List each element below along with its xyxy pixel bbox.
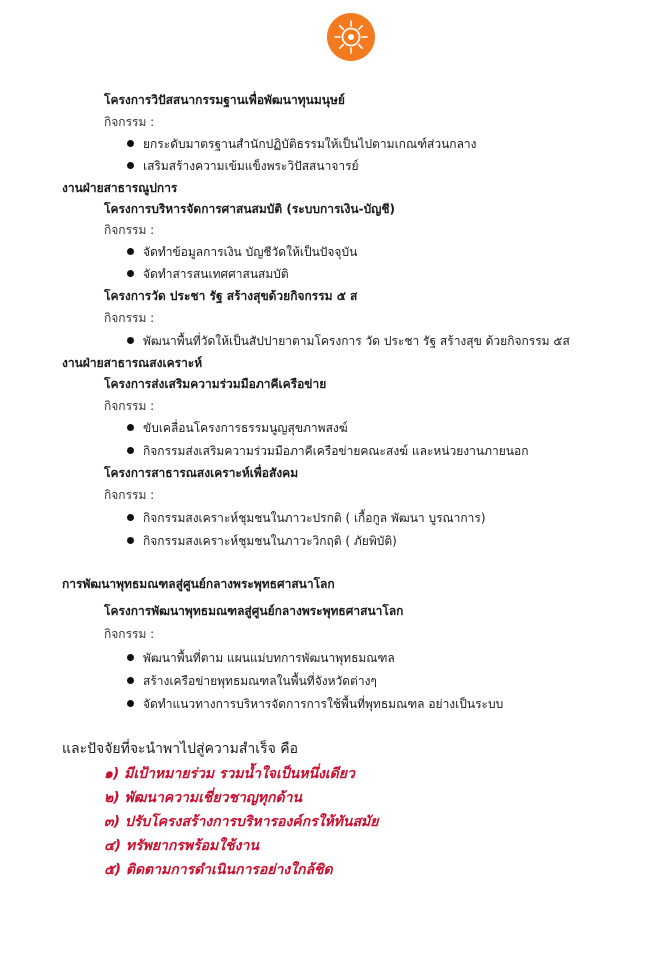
bullet-icon — [127, 270, 134, 277]
activity-label: กิจกรรม : — [104, 399, 155, 413]
project-title: โครงการวิปัสสนากรรมฐานเพื่อพัฒนาทุนมนุษย์ — [104, 93, 345, 107]
bullet-icon — [127, 447, 134, 454]
project-title: โครงการวัด ประชา รัฐ สร้างสุขด้วยกิจกรรม ๕ ส — [104, 289, 358, 303]
activity-label: กิจกรรม : — [104, 223, 155, 237]
project-title: โครงการส่งเสริมความร่วมมือภาคีเครือข่าย — [104, 377, 327, 391]
success-factor: ๕) ติดตามการดำเนินการอย่างใกล้ชิด — [104, 862, 333, 878]
project-title: โครงการบริหารจัดการศาสนสมบัติ (ระบบการเงิน-บัญชี) — [104, 202, 396, 216]
list-item: ยกระดับมาตรฐานสำนักปฏิบัติธรรมให้เป็นไปตามเกณฑ์ส่วนกลาง — [143, 136, 477, 152]
success-factor: ๑) มีเป้าหมายร่วม รวมน้ำใจเป็นหนึ่งเดียว — [104, 766, 355, 782]
success-factor: ๓) ปรับโครงสร้างการบริหารองค์กรให้ทันสมัย — [104, 814, 379, 830]
bullet-icon — [127, 140, 134, 147]
bullet-icon — [127, 424, 134, 431]
bullet-icon — [127, 162, 134, 169]
bullet-icon — [127, 537, 134, 544]
project-title: โครงการพัฒนาพุทธมณฑลสู่ศูนย์กลางพระพุทธศาสนาโลก — [104, 604, 404, 618]
section-title: งานฝ่ายสาธารณูปการ — [62, 181, 178, 195]
bullet-icon — [127, 248, 134, 255]
list-item: เสริมสร้างความเข้มแข็งพระวิปัสสนาจารย์ — [143, 158, 359, 174]
success-factor: ๔) ทรัพยากรพร้อมใช้งาน — [104, 838, 259, 854]
list-item: กิจกรรมส่งเสริมความร่วมมือภาคีเครือข่ายคณะสงฆ์ และหน่วยงานภายนอก — [143, 443, 528, 459]
list-item: พัฒนาพื้นที่ตาม แผนแม่บทการพัฒนาพุทธมณฑล — [143, 650, 395, 666]
list-item: กิจกรรมสงเคราะห์ชุมชนในภาวะวิกฤติ ( ภัยพิบัติ) — [143, 533, 397, 549]
bullet-icon — [127, 337, 134, 344]
list-item: ขับเคลื่อนโครงการธรรมนูญสุขภาพสงฆ์ — [143, 420, 348, 436]
list-item: จัดทำสารสนเทศศาสนสมบัติ — [143, 266, 289, 282]
list-item: สร้างเครือข่ายพุทธมณฑลในพื้นที่จังหวัดต่างๆ — [143, 673, 377, 689]
list-item: จัดทำแนวทางการบริหารจัดการการใช้พื้นที่พุทธมณฑล อย่างเป็นระบบ — [143, 696, 503, 712]
bullet-icon — [127, 514, 134, 521]
bullet-icon — [127, 654, 134, 661]
project-title: โครงการสาธารณสงเคราะห์เพื่อสังคม — [104, 466, 299, 480]
activity-label: กิจกรรม : — [104, 488, 155, 502]
activity-label: กิจกรรม : — [104, 627, 155, 641]
bullet-icon — [127, 700, 134, 707]
section-title: การพัฒนาพุทธมณฑลสู่ศูนย์กลางพระพุทธศาสนาโลก — [62, 577, 335, 591]
activity-label: กิจกรรม : — [104, 311, 155, 325]
closing-intro: และปัจจัยที่จะนำพาไปสู่ความสำเร็จ คือ — [62, 741, 299, 757]
success-factor: ๒) พัฒนาความเชี่ยวชาญทุกด้าน — [104, 790, 302, 806]
list-item: กิจกรรมสงเคราะห์ชุมชนในภาวะปรกติ ( เกื้อกูล พัฒนา บูรณาการ) — [143, 510, 486, 526]
activity-label: กิจกรรม : — [104, 115, 155, 129]
list-item: จัดทำข้อมูลการเงิน บัญชีวัดให้เป็นปัจจุบัน — [143, 244, 357, 260]
bullet-icon — [127, 677, 134, 684]
section-title: งานฝ่ายสาธารณสงเคราะห์ — [62, 356, 203, 370]
list-item: พัฒนาพื้นที่วัดให้เป็นสัปปายาตามโครงการ วัด ประชา รัฐ สร้างสุข ด้วยกิจกรรม ๕ส — [143, 333, 570, 349]
